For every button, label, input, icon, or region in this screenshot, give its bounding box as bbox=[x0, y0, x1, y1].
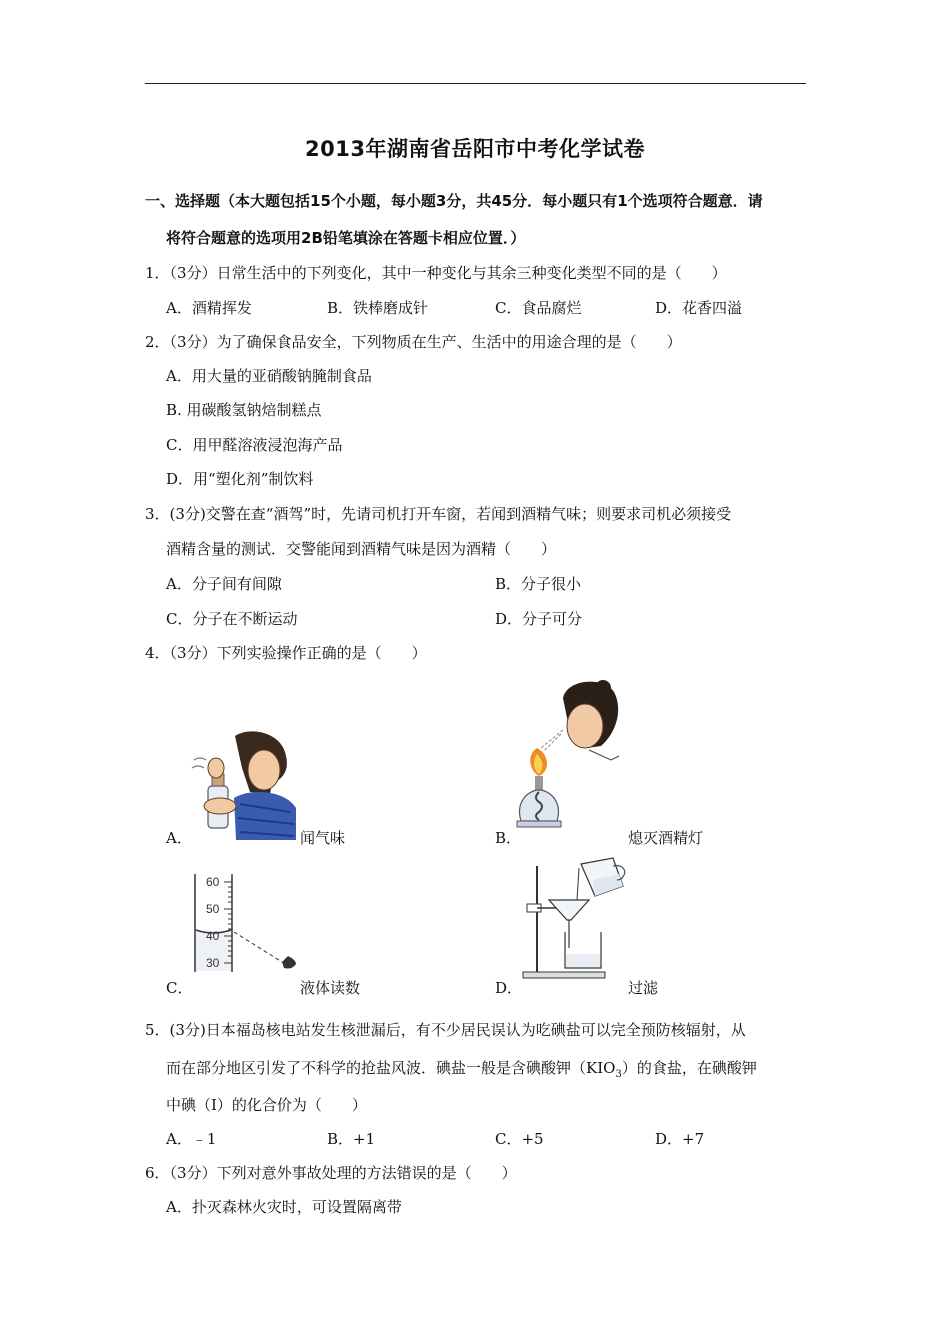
filtration-illustration bbox=[515, 856, 630, 980]
q5-stem-line2-end: ）的食盐，在碘酸钾 bbox=[621, 1059, 757, 1077]
q4-option-c-letter: C． bbox=[166, 979, 193, 997]
q2-option-b: B. 用碳酸氢钠焙制糕点 bbox=[166, 401, 322, 419]
q6-stem: 6．（3分）下列对意外事故处理的方法错误的是（ ） bbox=[145, 1164, 517, 1182]
q4-option-a-caption: 闻气味 bbox=[300, 829, 346, 847]
q5-option-a: A．﹣1 bbox=[166, 1130, 217, 1148]
q5-stem-line2-text: 而在部分地区引发了不科学的抢盐风波．碘盐一般是含碘酸钾（KIO bbox=[166, 1059, 616, 1077]
q3-option-d: D．分子可分 bbox=[495, 610, 583, 628]
q3-option-c: C．分子在不断运动 bbox=[166, 610, 298, 628]
cylinder-tick-40: 40 bbox=[206, 929, 220, 943]
q4-option-b-caption: 熄灭酒精灯 bbox=[628, 829, 704, 847]
q2-option-a: A．用大量的亚硝酸钠腌制食品 bbox=[166, 367, 372, 385]
q4-stem: 4．（3分）下列实验操作正确的是（ ） bbox=[145, 644, 427, 662]
q2-option-c: C．用甲醛溶液浸泡海产品 bbox=[166, 436, 343, 454]
q5-option-b: B．+1 bbox=[327, 1130, 376, 1148]
q1-option-d: D．花香四溢 bbox=[655, 299, 743, 317]
q1-option-a: A．酒精挥发 bbox=[166, 299, 252, 317]
q1-stem: 1．（3分）日常生活中的下列变化，其中一种变化与其余三种变化类型不同的是（ ） bbox=[145, 264, 727, 282]
q2-stem: 2．（3分）为了确保食品安全，下列物质在生产、生活中的用途合理的是（ ） bbox=[145, 333, 682, 351]
q6-option-a: A．扑灭森林火灾时，可设置隔离带 bbox=[166, 1198, 402, 1216]
cylinder-tick-50: 50 bbox=[206, 902, 220, 916]
q5-subscript: 3 bbox=[615, 1069, 622, 1080]
q4-option-a-letter: A． bbox=[166, 829, 192, 847]
blowing-lamp-illustration bbox=[515, 676, 630, 841]
q3-stem-line1: 3．(3分)交警在查“酒驾”时，先请司机打开车窗，若闻到酒精气味；则要求司机必须接受 bbox=[145, 505, 732, 523]
q5-stem-line2 bbox=[166, 1057, 757, 1080]
q1-option-c: C．食品腐烂 bbox=[495, 299, 582, 317]
q4-option-d-letter: D． bbox=[495, 979, 523, 997]
q5-stem-line3: 中碘（I）的化合价为（ ） bbox=[166, 1096, 367, 1114]
q1-option-b: B．铁棒磨成针 bbox=[327, 299, 429, 317]
section-heading-line2: 将符合题意的选项用2B铅笔填涂在答题卡相应位置．） bbox=[166, 229, 526, 247]
graduated-cylinder-illustration bbox=[192, 872, 304, 976]
q5-stem-line1: 5．(3分)日本福岛核电站发生核泄漏后，有不少居民误认为吃碘盐可以完全预防核辐射，从 bbox=[145, 1021, 746, 1039]
page-title: 2013年湖南省岳阳市中考化学试卷 bbox=[305, 137, 645, 161]
q3-option-b: B．分子很小 bbox=[495, 575, 582, 593]
q3-stem-line2: 酒精含量的测试．交警能闻到酒精气味是因为酒精（ ） bbox=[166, 540, 557, 558]
q4-option-b-letter: B． bbox=[495, 829, 522, 847]
cylinder-tick-60: 60 bbox=[206, 875, 220, 889]
cylinder-tick-30: 30 bbox=[206, 956, 220, 970]
q5-option-d: D．+7 bbox=[655, 1130, 705, 1148]
q5-option-c: C．+5 bbox=[495, 1130, 544, 1148]
q2-option-d: D．用“塑化剂”制饮料 bbox=[166, 470, 314, 488]
q4-option-d-caption: 过滤 bbox=[628, 979, 659, 997]
q3-option-a: A．分子间有间隙 bbox=[166, 575, 282, 593]
q4-option-c-caption: 液体读数 bbox=[300, 979, 361, 997]
smelling-gas-illustration bbox=[190, 728, 300, 843]
section-heading-line1: 一、选择题（本大题包括15个小题，每小题3分，共45分．每小题只有1个选项符合题意．请 bbox=[145, 192, 763, 210]
header-rule bbox=[145, 83, 806, 84]
